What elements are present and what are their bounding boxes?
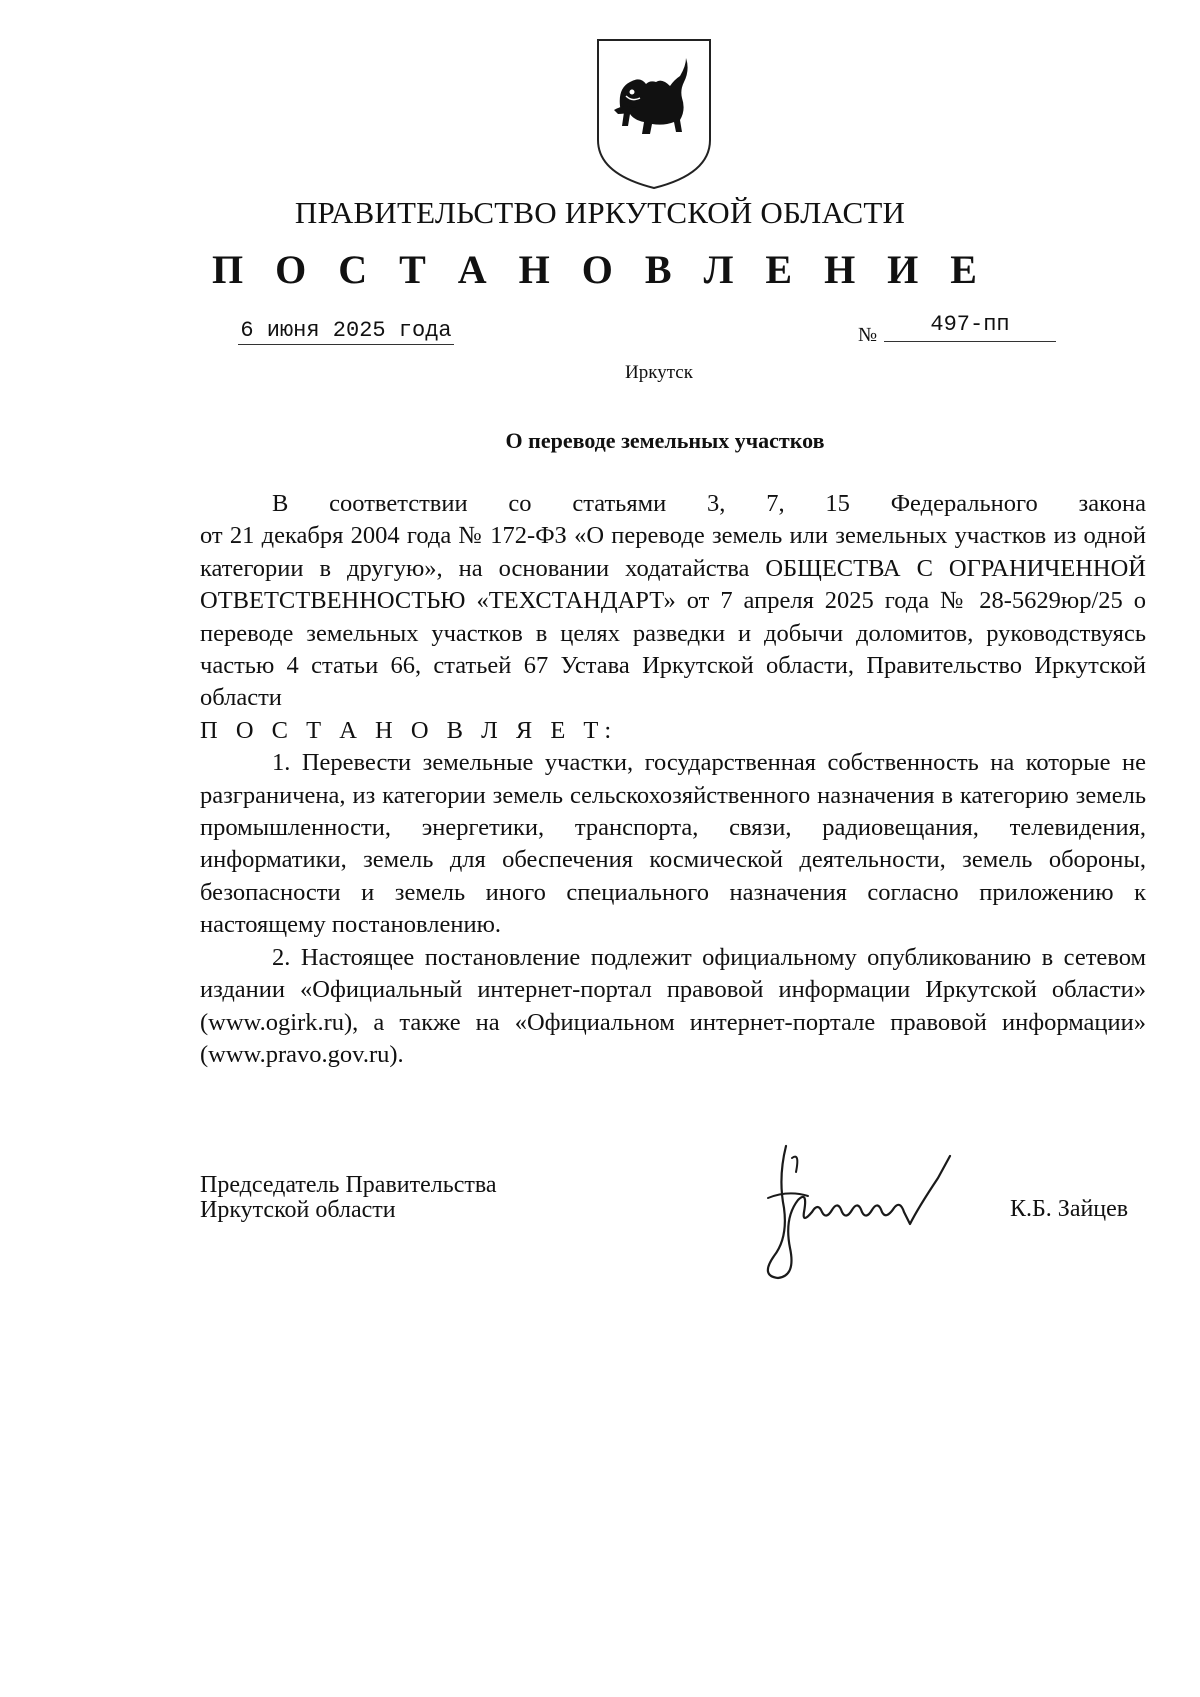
signatory-name: К.Б. Зайцев	[1010, 1196, 1129, 1222]
decree-item-1: 1. Перевести земельные участки, государственная собственность на которые не разграничена, из категории земель сельскохозяйственного назначения в категорию земель промышленности, энергетики, транспорта, связи, радиовещания, телевидения, информатики, земель для обеспечения космической деятельности, земель обороны, безопасности и земель иного специального назначения согласно приложению к настоящему постановлению.	[200, 749, 1146, 939]
paragraph-preamble: от 21 декабря 2004 года № 172-ФЗ «О переводе земель или земельных участков из одной категории в другую», на основании ходатайства ОБЩЕСТВА С ОГРАНИЧЕННОЙ ОТВЕТСТВЕННОСТЬЮ «ТЕХСТАНДАРТ» от 7 апреля 2025 года № 28-5629юр/25 о переводе земельных участков в целях разведки и добычи доломитов, руководствуясь частью 4 статьи 66, статьей 67 Устава Иркутской области, Правительство Иркутской области	[200, 522, 1146, 712]
document-subject: О переводе земельных участков	[505, 428, 825, 453]
number-sign: №	[858, 324, 878, 346]
decree-keyword: П О С Т А Н О В Л Я Е Т:	[200, 716, 618, 744]
document-type-heading: П О С Т А Н О В Л Е Н И Е	[212, 247, 988, 292]
document-body	[200, 488, 1146, 1071]
signatory-position-line1: Председатель Правительства	[200, 1172, 497, 1198]
document-city: Иркутск	[625, 362, 693, 383]
signatory-position	[200, 1173, 497, 1223]
document-number: 497-пп	[884, 312, 1056, 342]
document-date: 6 июня 2025 года	[238, 318, 454, 345]
paragraph-preamble-first-line: В соответствии со статьями 3, 7, 15 Федерального закона	[272, 490, 1146, 517]
irkutsk-coat-of-arms-icon	[590, 36, 718, 190]
decree-item-2: 2. Настоящее постановление подлежит официальному опубликованию в сетевом издании «Официальный интернет-портал правовой информации Иркутской области» (www.ogirk.ru), а также на «Официальном интернет-портале правовой информации» (www.pravo.gov.ru).	[200, 943, 1146, 1068]
government-title: ПРАВИТЕЛЬСТВО ИРКУТСКОЙ ОБЛАСТИ	[294, 195, 906, 230]
signatory-position-line2: Иркутской области	[200, 1197, 396, 1223]
handwritten-signature-icon	[738, 1138, 988, 1288]
